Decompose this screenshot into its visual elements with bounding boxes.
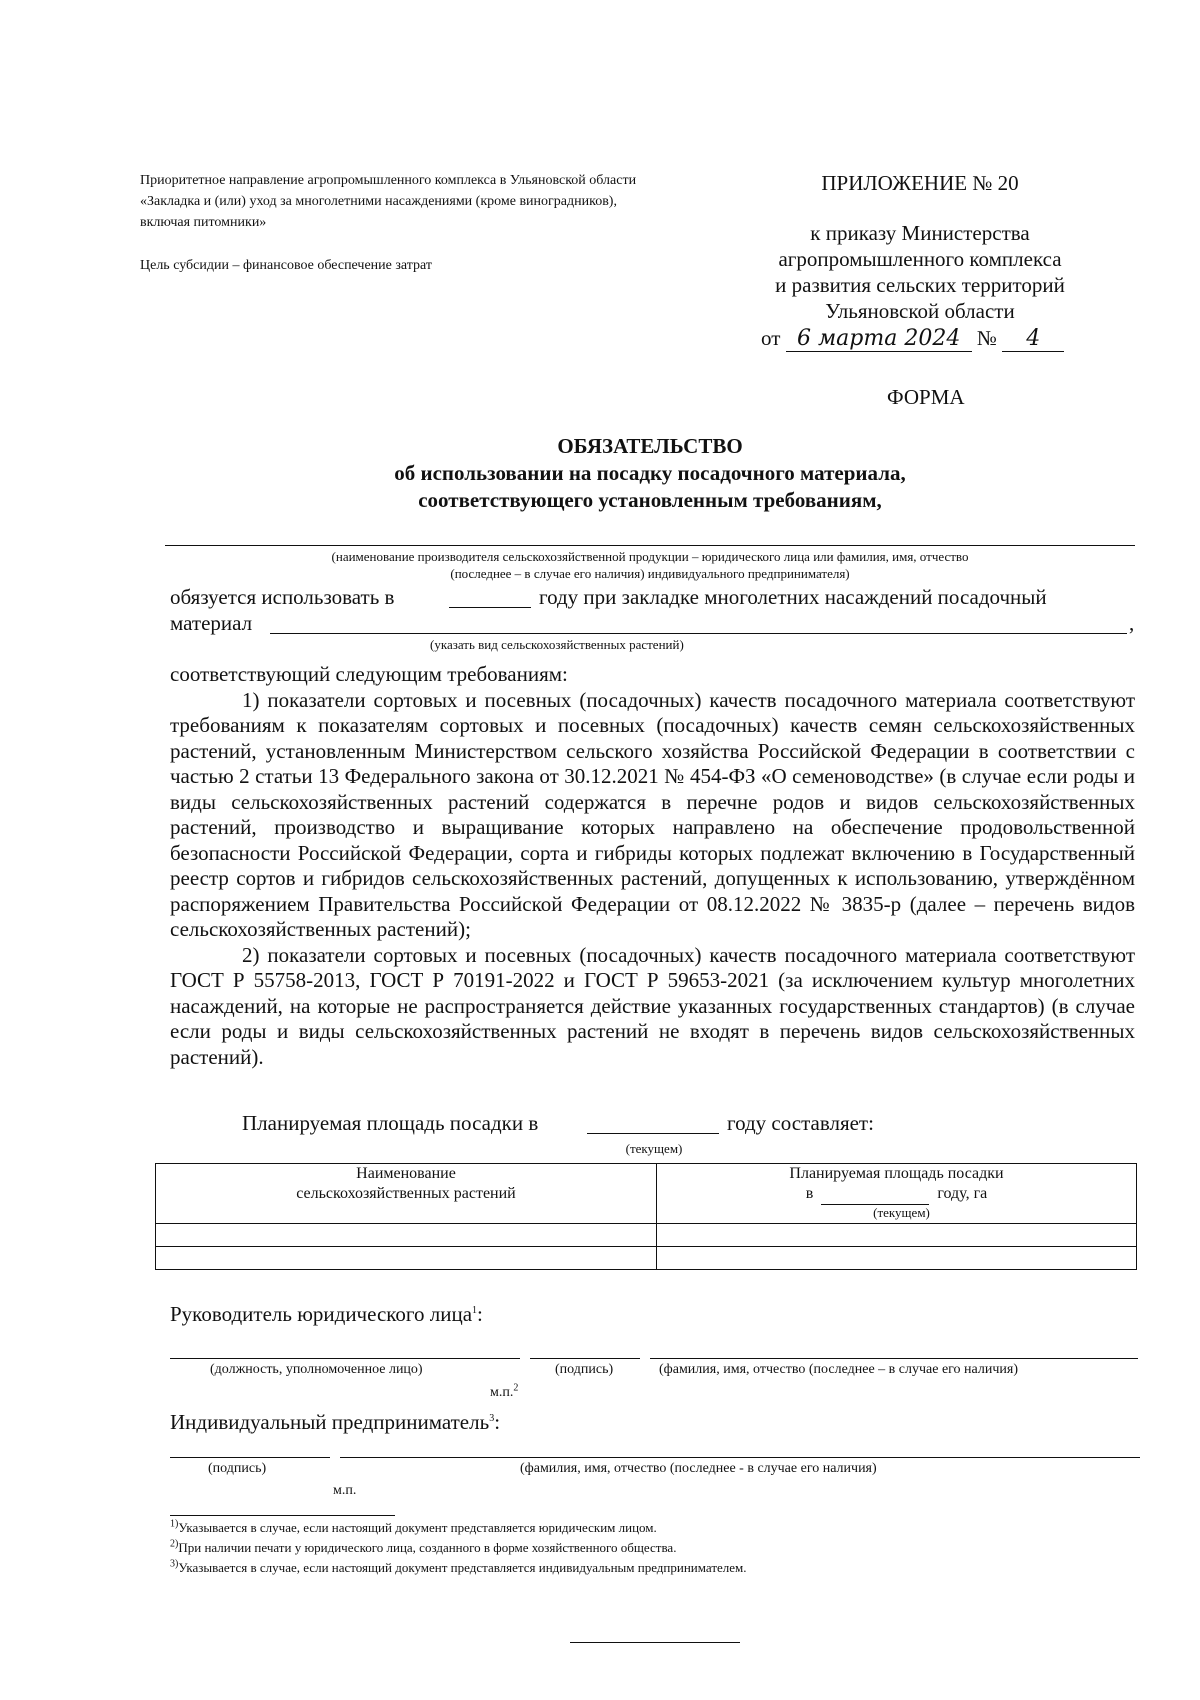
table-header-row	[156, 1164, 1137, 1224]
footnote-mark: 3)	[170, 1558, 179, 1570]
planned-area-text-end: году составляет:	[727, 1111, 874, 1135]
planned-area-table	[155, 1163, 1137, 1270]
requirement-1: 1) показатели сортовых и посевных (посадочных) качеств посадочного материала соответствуют требованиям к показателям сортовых и посевных (посадочных) качеств семян сельскохозяйственных растений, установленным Министерством сельского хозяйства Российской Федерации в соответствии с частью 2 статьи 13 Федерального закона от 30.12.2021 № 454-ФЗ «О семеноводстве» (в случае если роды и виды сельскохозяйственных растений содержатся в перечне родов и видов сельскохозяйственных растений, производство и выращивание которых направлено на обеспечение продовольственной безопасности Российской Федерации, сорта и гибриды которых подлежат включению в Государственный реестр сортов и гибридов сельскохозяйственных растений, допущенных к использованию, утверждённом распоряжением Правительства Российской Федерации от 08.12.2022 № 3835-р (далее – перечень видов сельскохозяйственных растений);	[170, 687, 1135, 941]
table-cell[interactable]	[156, 1224, 657, 1247]
table-cell[interactable]	[156, 1247, 657, 1270]
requirements-section	[170, 662, 1135, 1070]
footnote-mark: 2	[513, 1382, 519, 1394]
year-field[interactable]	[449, 607, 531, 608]
footnote-mark: 1)	[170, 1518, 179, 1530]
header-in: в	[805, 1185, 814, 1202]
head-label-text: Руководитель юридического лица	[170, 1302, 473, 1326]
handwritten-number: 4	[1002, 326, 1064, 352]
table-cell[interactable]	[657, 1224, 1137, 1247]
date-prefix: от	[761, 326, 781, 350]
table-year-field[interactable]	[821, 1184, 929, 1205]
order-line: к приказу Министерства	[810, 221, 1030, 245]
footnote-mark: 2)	[170, 1538, 179, 1550]
footnote-text: Указывается в случае, если настоящий документ представляется юридическим лицом.	[178, 1520, 657, 1535]
header-line: сельскохозяйственных растений	[296, 1185, 516, 1202]
handwritten-date: 6 марта 2024	[786, 326, 972, 352]
signature-field[interactable]	[530, 1358, 640, 1359]
title-main: ОБЯЗАТЕЛЬСТВО	[557, 434, 743, 458]
order-line: и развития сельских территорий	[775, 273, 1065, 297]
priority-direction-text: Приоритетное направление агропромышленного комплекса в Ульяновской области «Закладка и (или) уход за многолетними насаждениями (кроме виноградников), включая питомники»	[140, 173, 637, 230]
page-end-rule	[570, 1642, 740, 1643]
table-header-area	[657, 1164, 1137, 1224]
current-year-field[interactable]	[587, 1133, 719, 1134]
table-cell[interactable]	[657, 1247, 1137, 1270]
planned-area-text-start: Планируемая площадь посадки в	[242, 1111, 539, 1135]
name-note: (фамилия, имя, отчество (последнее – в случае его наличия)	[659, 1362, 1018, 1377]
title-subtitle: соответствующего установленным требованиям,	[418, 488, 882, 512]
header-line	[657, 1184, 1136, 1205]
header-current-note: (текущем)	[873, 1205, 930, 1220]
obligation-text-start: обязуется использовать в	[170, 585, 395, 609]
right-header	[740, 170, 1100, 324]
ip-colon: :	[494, 1410, 501, 1434]
position-field[interactable]	[170, 1358, 520, 1359]
requirements-intro: соответствующий следующим требованиям:	[170, 662, 568, 686]
signature-note: (подпись)	[555, 1362, 614, 1377]
current-note: (текущем)	[625, 1141, 683, 1156]
footnote-mark: 1	[472, 1305, 478, 1316]
document-title	[120, 433, 1180, 514]
producer-note: (наименование производителя сельскохозяйственной продукции – юридического лица или фамилия, имя, отчество	[331, 549, 969, 564]
ip-label-text: Индивидуальный предприниматель	[170, 1410, 490, 1434]
producer-name-field[interactable]	[165, 545, 1135, 546]
order-date-line	[761, 326, 1064, 352]
material-comma: ,	[1129, 611, 1135, 635]
ip-full-name-field[interactable]	[340, 1457, 1140, 1458]
head-label	[170, 1302, 483, 1328]
order-reference	[740, 220, 1100, 324]
footnote-mark: 3	[489, 1413, 495, 1424]
material-label: материал	[170, 611, 253, 635]
stamp-text: м.п.	[490, 1385, 514, 1400]
ip-signature-note: (подпись)	[208, 1461, 267, 1476]
full-name-field[interactable]	[650, 1358, 1138, 1359]
producer-note: (последнее – в случае его наличия) индивидуального предпринимателя)	[450, 566, 850, 581]
left-header	[140, 170, 660, 276]
ip-name-note: (фамилия, имя, отчество (последнее - в случае его наличия)	[520, 1461, 877, 1476]
table-header-plants	[156, 1164, 657, 1224]
obligation-text-end: году при закладке многолетних насаждений посадочный	[539, 585, 1047, 609]
stamp-place	[490, 1382, 519, 1401]
plant-type-field[interactable]	[270, 633, 1127, 634]
footnote-3	[170, 1560, 747, 1576]
number-prefix: №	[976, 326, 997, 350]
title-subtitle: об использовании на посадку посадочного материала,	[394, 461, 906, 485]
footnote-text: Указывается в случае, если настоящий документ представляется индивидуальным предпринимателем.	[178, 1560, 747, 1575]
footnote-text: При наличии печати у юридического лица, созданного в форме хозяйственного общества.	[178, 1540, 677, 1555]
appendix-number: ПРИЛОЖЕНИЕ № 20	[821, 171, 1019, 195]
form-label: ФОРМА	[887, 385, 965, 409]
order-line: агропромышленного комплекса	[778, 247, 1062, 271]
header-line: Планируемая площадь посадки	[789, 1165, 1004, 1182]
header-line: Наименование	[356, 1165, 456, 1182]
requirement-2: 2) показатели сортовых и посевных (посадочных) качеств посадочного материала соответствуют ГОСТ Р 55758-2013, ГОСТ Р 70191-2022 и ГОСТ Р 59653-2021 (за исключением культур многолетних насаждений, на которые не распространяется действие указанных государственных стандартов) (в случае если роды и виды сельскохозяйственных растений не входят в перечень видов сельскохозяйственных растений).	[170, 942, 1135, 1069]
table-row	[156, 1247, 1137, 1270]
ip-stamp-place: м.п.	[333, 1483, 357, 1498]
ip-label	[170, 1410, 500, 1436]
ip-signature-field[interactable]	[170, 1457, 330, 1458]
header-unit: году, га	[937, 1185, 988, 1202]
plant-type-note: (указать вид сельскохозяйственных растений)	[430, 637, 684, 652]
footnote-separator	[170, 1515, 395, 1516]
subsidy-goal-text: Цель субсидии – финансовое обеспечение затрат	[140, 258, 433, 273]
footnote-2	[170, 1540, 676, 1556]
position-note: (должность, уполномоченное лицо)	[210, 1362, 423, 1377]
head-colon: :	[477, 1302, 483, 1326]
footnote-1	[170, 1520, 657, 1536]
order-line: Ульяновской области	[825, 299, 1015, 323]
table-row	[156, 1224, 1137, 1247]
